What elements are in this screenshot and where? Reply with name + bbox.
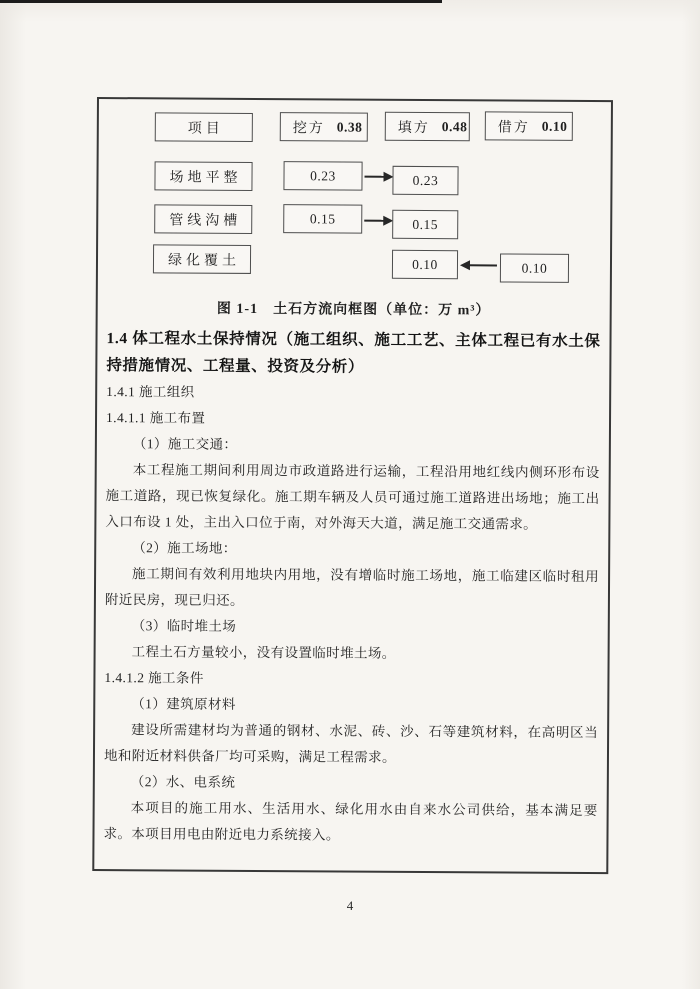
arrow-right-icon: [364, 220, 384, 222]
diagram-row-greening-cover-label: 绿化覆土: [153, 244, 251, 274]
scan-artifact-strip: [0, 0, 442, 3]
arrow-left-icon: [469, 264, 497, 266]
diagram-header-project-label: 项目: [187, 121, 224, 137]
subsection-1-4-1-1: 1.4.1.1 施工布置: [105, 410, 206, 426]
pipeline-trench-fill-value: 0.15: [392, 210, 458, 239]
greening-cover-borrow-value: 0.10: [500, 253, 569, 282]
site-leveling-cut-value: 0.23: [283, 161, 362, 190]
diagram-header-project: [155, 112, 253, 142]
fill-total-value: 0.48: [441, 118, 468, 134]
site-leveling-fill-value: 0.23: [392, 166, 458, 195]
diagram-row-site-leveling-label: 场地平整: [154, 161, 252, 191]
cut-total-value: 0.38: [336, 118, 363, 135]
figure-caption: 图 1-1 土石方流向框图（单位：万 m³）: [216, 301, 491, 319]
greening-cover-fill-value: 0.10: [392, 250, 458, 279]
arrow-right-icon: [365, 176, 385, 178]
borrow-label: 借方: [497, 119, 530, 136]
paragraph-water-power: 本项目的施工用水、生活用水、绿化用水由自来水公司供给，基本满足要求。本项目用电由附近电力系统接入。: [103, 800, 598, 843]
paragraph-soil-yard: 工程土石方量较小，没有设置临时堆土场。: [131, 644, 396, 661]
item-water-power-system: （2）水、电系统: [130, 774, 236, 790]
item-building-materials: （1）建筑原材料: [131, 696, 236, 712]
paragraph-traffic: 本工程施工期间利用周边市政道路进行运输，工程沿用地红线内侧环形布设施工道路，现已恢复绿化。施工期车辆及人员可通过施工道路进出场地；施工出入口布设 1 处，主出入口位于南，对外海天大道，满足施工交通需求。: [105, 462, 600, 532]
item-construction-site: （2）施工场地：: [132, 540, 237, 556]
subsection-1-4-1-2: 1.4.1.2 施工条件: [104, 670, 204, 686]
diagram-header-cut: [280, 112, 368, 142]
page-number: 4: [346, 898, 354, 913]
cut-label: 挖方: [292, 120, 325, 136]
diagram-row-pipeline-trench-label: 管线沟槽: [154, 204, 252, 234]
earthwork-flow-diagram: [98, 99, 611, 294]
page-border-frame: [92, 97, 613, 874]
diagram-header-borrow: [485, 111, 573, 141]
subsection-1-4-1: 1.4.1 施工组织: [106, 384, 195, 400]
section-1-4-heading: 1.4 体工程水土保持情况（施工组织、施工工艺、主体工程已有水土保持措施情况、工程量、投资及分析）: [106, 330, 601, 376]
paragraph-site: 施工期间有效利用地块内用地，没有增临时施工场地，施工临建区临时租用附近民房，现已归还。: [104, 566, 600, 608]
paragraph-materials: 建设所需建材均为普通的钢材、水泥、砖、沙、石等建筑材料，在高明区当地和附近材料供备厂均可采购，满足工程需求。: [103, 722, 599, 765]
diagram-header-fill: [385, 112, 470, 142]
item-temp-soil-yard: （3）临时堆土场: [131, 618, 237, 634]
item-construction-traffic: （1）施工交通：: [132, 436, 238, 452]
fill-label: 填方: [397, 120, 430, 136]
pipeline-trench-cut-value: 0.15: [283, 204, 362, 233]
borrow-total-value: 0.10: [541, 118, 568, 134]
